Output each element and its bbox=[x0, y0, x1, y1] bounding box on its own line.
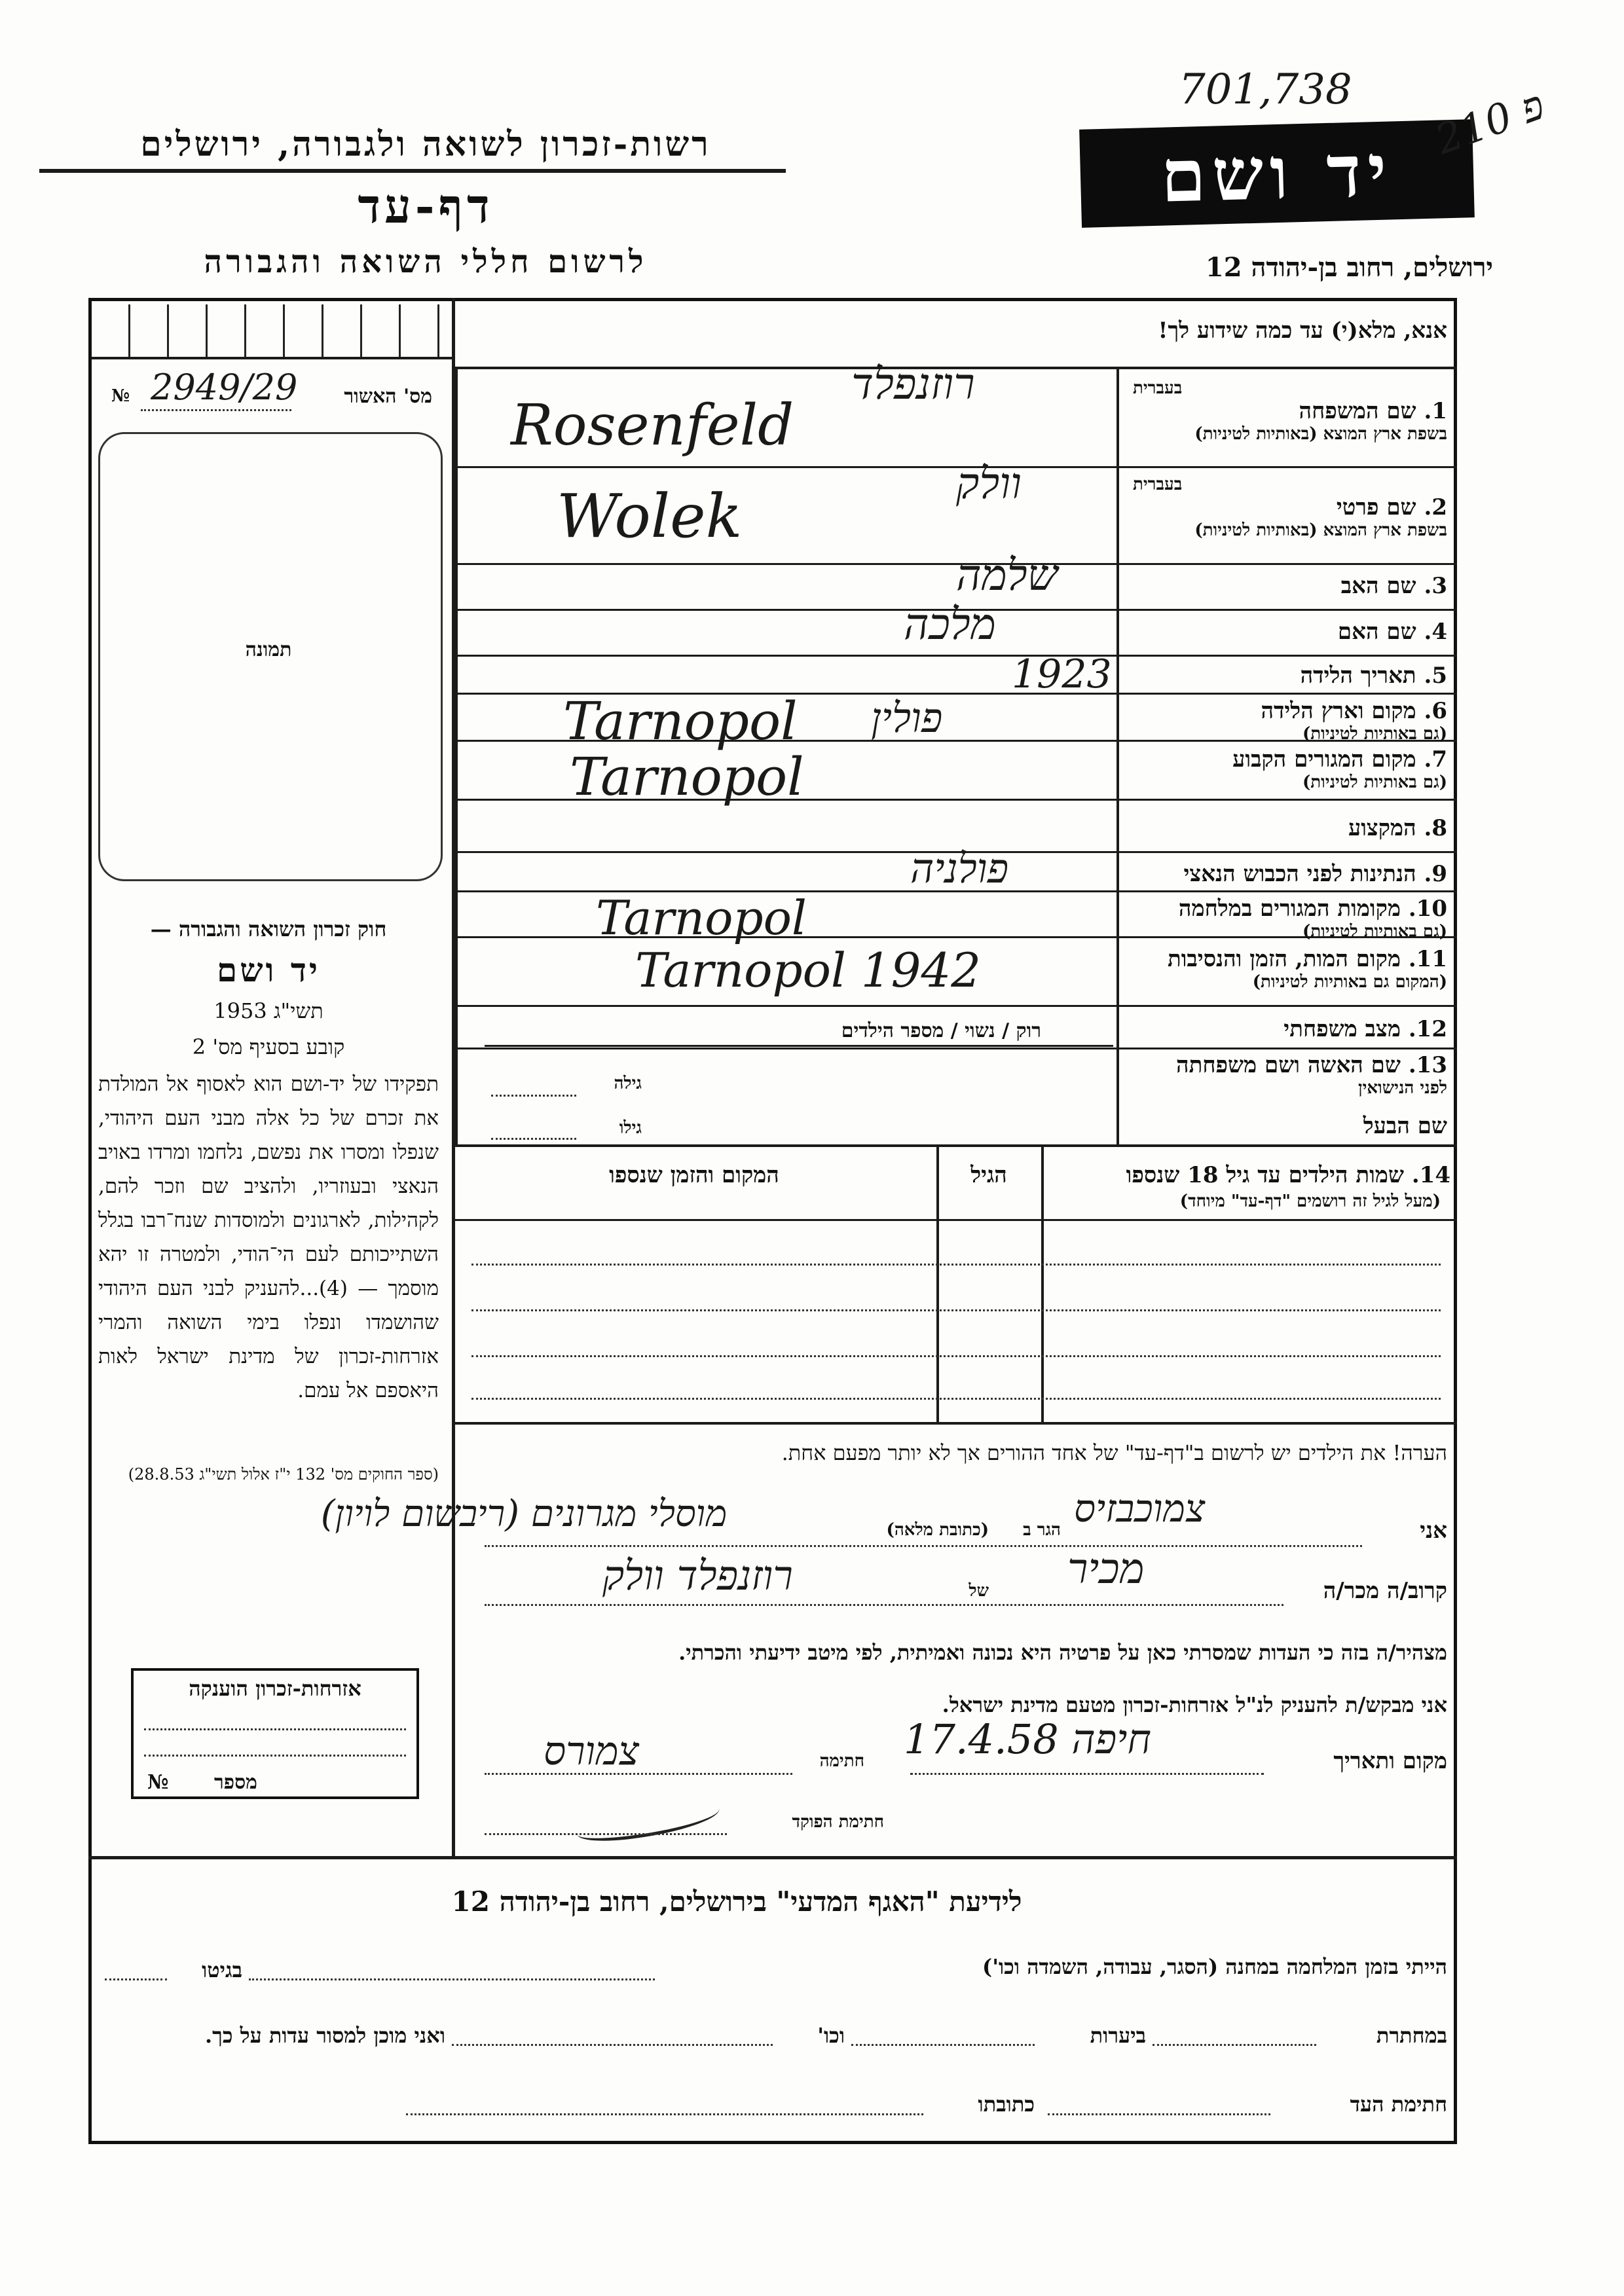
witness-resident-label: הגר ב bbox=[1023, 1520, 1061, 1540]
field-2-num: 2. bbox=[1424, 494, 1447, 520]
field-7-name: מקום המגורים הקבוע bbox=[1232, 746, 1416, 773]
field-4-name: שם האם bbox=[1337, 619, 1416, 645]
field-1-label bbox=[1126, 378, 1447, 444]
field-9-value[interactable]: פולניה bbox=[910, 845, 1009, 892]
yad-vashem-logo bbox=[1079, 119, 1475, 228]
law-year: תשי"ג 1953 bbox=[213, 998, 323, 1023]
husband-age-line[interactable] bbox=[491, 1138, 576, 1140]
field-1-num: 1. bbox=[1424, 398, 1447, 424]
relative-label: קרוב/ה מכר/ה bbox=[1323, 1578, 1447, 1604]
children-sub: (מעל לגיל זה רושמים "דף-עד" מיוחד) bbox=[1179, 1192, 1441, 1211]
field-1-title bbox=[1126, 398, 1447, 424]
footer-etc: וכו' bbox=[817, 2023, 845, 2048]
field-6-label bbox=[1126, 698, 1447, 744]
field-10-label bbox=[1126, 896, 1447, 941]
field-1-value-hebrew[interactable]: רוזנפלד bbox=[851, 359, 975, 409]
request-text: אני מבקש/ת להעניק לנ"ל אזרחות-זכרון מטעם מדינת ישראל. bbox=[942, 1692, 1447, 1717]
field-13-label bbox=[1126, 1052, 1447, 1098]
citizenship-box-title: אזרחות-זכרון הוענקה bbox=[189, 1676, 361, 1701]
field-13-title bbox=[1126, 1052, 1447, 1078]
row-divider-13 bbox=[455, 1144, 1457, 1147]
note-text: הערה! את הילדים יש לרשום ב"דף-עד" של אחד ההורים אך לא יותר מפעם אחת. bbox=[781, 1440, 1447, 1465]
field-8-label bbox=[1126, 815, 1447, 841]
field-12-name: מצב משפחתי bbox=[1283, 1016, 1401, 1042]
children-age-header: הגיל bbox=[970, 1162, 1007, 1188]
footer-forests: ביערות bbox=[1090, 2023, 1146, 2048]
law-clause: קובע בסעיף מס' 2 bbox=[192, 1034, 345, 1059]
field-3-name: שם האב bbox=[1340, 573, 1416, 599]
law-reference: (ספר החוקים מס' 132 י"ז אלול תשי"ג 28.8.53) bbox=[128, 1465, 439, 1484]
value-column-divider bbox=[455, 367, 458, 1146]
field-11-sub: (המקום גם באותיות לטיניות) bbox=[1252, 972, 1447, 992]
footer-witness-signature-line[interactable] bbox=[1048, 2113, 1270, 2115]
witness-address[interactable]: מוסלי מגרונים (ריבשום לויון) bbox=[320, 1493, 728, 1535]
field-2-value-hebrew[interactable]: וולק bbox=[956, 458, 1022, 509]
field-3-value[interactable]: שלמה bbox=[956, 550, 1058, 600]
field-6-sub: (גם באותיות לטיניות) bbox=[1302, 724, 1447, 744]
field-6-title bbox=[1126, 698, 1447, 724]
footer-etc-line[interactable] bbox=[452, 2044, 773, 2046]
field-2-name: שם פרטי bbox=[1336, 494, 1416, 520]
children-bottom-line bbox=[455, 1422, 1457, 1425]
declaration-text: מצהיר/ה בזה כי העדות שמסרתי כאן על פרטיה היא נכונה ואמיתית, לפי מיטב ידיעתי והכרתי. bbox=[678, 1640, 1447, 1665]
field-4-label bbox=[1126, 619, 1447, 645]
approval-number-line bbox=[141, 409, 291, 411]
row-divider-11 bbox=[455, 1005, 1457, 1007]
field-10-title bbox=[1126, 896, 1447, 922]
field-11-label bbox=[1126, 946, 1447, 992]
field-11-name: מקום המות, הזמן והנסיבות bbox=[1167, 946, 1401, 972]
relative-value[interactable]: מכיר bbox=[1067, 1545, 1145, 1594]
children-place-header: המקום והזמן שנספו bbox=[609, 1162, 779, 1188]
signature-label: חתימה bbox=[819, 1751, 864, 1771]
field-13-name: שם האשה ושם משפחתה bbox=[1176, 1052, 1401, 1078]
handwritten-corner-note: פ 210 bbox=[1429, 81, 1551, 164]
field-4-num: 4. bbox=[1424, 619, 1447, 645]
wife-age-label: גילה bbox=[614, 1074, 642, 1093]
field-6-value-latin[interactable]: Tarnopol bbox=[563, 691, 798, 752]
authority-title: רשות-זכרון לשואה ולגבורה, ירושלים bbox=[140, 124, 711, 164]
approval-number-value: 2949/29 bbox=[151, 367, 298, 408]
photo-label: תמונה bbox=[245, 638, 292, 661]
field-11-value[interactable]: Tarnopol 1942 bbox=[635, 943, 982, 998]
field-1-value-latin[interactable]: Rosenfeld bbox=[511, 393, 794, 458]
footer-address-line[interactable] bbox=[406, 2113, 923, 2115]
field-2-value-latin[interactable]: Wolek bbox=[557, 481, 743, 551]
law-text: תפקידו של יד-ושם הוא לאסוף אל המולדת את זכרם של כל אלה מבני העם היהודי, שנפלו ומסרו את נפשם, נלחמו ומרדו באויב הנאצי ובעוזריו, ולהציב שם וזכר להם, לקהילות, לארגונים ולמוסדות שנח־רבו בגלל השתייכותם לעם הי־הודי, ולמטרה זו יהא מוסמך — (4)...להעניק לבני העם היהודי שהושמדו ונפלו בימי השואה והמרי אזרחות-זכרון של מדינת ישראל לאות היאספם אל עמם. bbox=[98, 1072, 439, 1402]
field-1-name: שם המשפחה bbox=[1299, 398, 1416, 424]
official-signature-label: חתימת הפוקד bbox=[792, 1812, 884, 1832]
witness-address-label: (כתובת מלאה) bbox=[886, 1520, 989, 1540]
children-row-1[interactable] bbox=[471, 1264, 1441, 1266]
approval-label: מס' האשור bbox=[344, 385, 432, 408]
header-divider bbox=[39, 169, 786, 173]
field-10-num: 10. bbox=[1408, 896, 1447, 922]
field-9-num: 9. bbox=[1424, 861, 1447, 887]
field-1-hebrew-tag: בעברית bbox=[1133, 378, 1183, 398]
approval-ticks bbox=[92, 304, 452, 357]
children-label: 14. שמות הילדים עד גיל 18 שנספו bbox=[1126, 1162, 1450, 1188]
field-12-label bbox=[1126, 1016, 1447, 1042]
field-13-num: 13. bbox=[1408, 1052, 1447, 1078]
husband-label: שם הבעל bbox=[1363, 1113, 1447, 1139]
children-row-4[interactable] bbox=[471, 1398, 1441, 1400]
citizenship-number-prefix: № bbox=[147, 1771, 169, 1794]
address: ירושלים, רחוב בן-יהודה 12 bbox=[1205, 252, 1493, 283]
footer-ready: ואני מוכן למסור עדות על כך. bbox=[204, 2023, 445, 2048]
field-2-sub: בשפת ארץ המוצא (באותיות לטיניות) bbox=[1194, 520, 1447, 540]
wife-age-line[interactable] bbox=[491, 1095, 576, 1097]
footer-address: כתובתו bbox=[978, 2092, 1035, 2117]
field-10-name: מקומות המגורים במלחמה bbox=[1178, 896, 1401, 922]
field-11-title bbox=[1126, 946, 1447, 972]
field-6-num: 6. bbox=[1424, 698, 1447, 724]
form-subtitle: לרשום חללי השואה והגבורה bbox=[204, 244, 648, 280]
field-5-num: 5. bbox=[1424, 663, 1447, 689]
place-date-label: מקום ותאריך bbox=[1333, 1748, 1447, 1774]
field-13-sub: לפני הנישואין bbox=[1357, 1078, 1447, 1098]
of-value[interactable]: רוזנפלד וולק bbox=[602, 1552, 793, 1599]
husband-age-label: גילו bbox=[619, 1118, 642, 1138]
section-divider bbox=[88, 1856, 1457, 1859]
footer-ghetto: בגיטו bbox=[202, 1958, 242, 1982]
field-8-num: 8. bbox=[1424, 815, 1447, 841]
witness-name[interactable]: צמוכבזיס bbox=[1074, 1486, 1206, 1531]
field-12-value[interactable]: רוק / נשוי / מספר הילדים bbox=[841, 1019, 1041, 1042]
field-12-underline bbox=[485, 1045, 1113, 1047]
citizenship-line-2 bbox=[144, 1755, 406, 1757]
field-2-hebrew-tag: בעברית bbox=[1133, 475, 1183, 494]
law-name: יד ושם bbox=[217, 951, 320, 989]
approval-number-prefix: № bbox=[111, 386, 130, 406]
field-2-label bbox=[1126, 475, 1447, 540]
approval-top-line bbox=[92, 357, 452, 359]
row-divider-12 bbox=[455, 1048, 1457, 1049]
field-3-num: 3. bbox=[1424, 573, 1447, 599]
of-label: של bbox=[969, 1581, 989, 1601]
field-5-label bbox=[1126, 663, 1447, 689]
citizenship-number-label: מספר bbox=[214, 1771, 257, 1794]
law-title: חוק זכרון השואה והגבורה — bbox=[150, 917, 387, 941]
footer-witness-signature: חתימת העד bbox=[1350, 2092, 1447, 2117]
children-col-divider-2 bbox=[936, 1147, 939, 1422]
citizenship-line-1 bbox=[144, 1728, 406, 1730]
field-9-label bbox=[1126, 861, 1447, 887]
field-4-value[interactable]: מלכה bbox=[904, 599, 996, 649]
children-header-line bbox=[455, 1219, 1457, 1221]
footer-underground: במחתרת bbox=[1376, 2023, 1447, 2048]
form-intro: אנא, מלא(י) עד כמה שידוע לך! bbox=[1158, 318, 1447, 344]
field-7-label bbox=[1126, 746, 1447, 792]
field-12-num: 12. bbox=[1408, 1016, 1447, 1042]
field-10-sub: (גם באותיות לטיניות) bbox=[1302, 922, 1447, 941]
field-10-value[interactable]: Tarnopol bbox=[596, 890, 807, 945]
label-column-divider bbox=[1116, 367, 1119, 1146]
relative-line bbox=[485, 1604, 1283, 1606]
logo-text: יד ושם bbox=[1159, 128, 1394, 219]
field-3-label bbox=[1126, 573, 1447, 599]
official-signature-line bbox=[485, 1833, 727, 1835]
field-9-name: הנתינות לפני הכבוש הנאצי bbox=[1183, 861, 1416, 887]
field-8-name: המקצוע bbox=[1348, 815, 1416, 841]
field-11-num: 11. bbox=[1408, 946, 1447, 972]
footer-forests-line[interactable] bbox=[851, 2044, 1035, 2046]
field-6-name: מקום וארץ הלידה bbox=[1261, 698, 1416, 724]
witness-i-label: אני bbox=[1420, 1518, 1447, 1544]
children-row-2[interactable] bbox=[471, 1309, 1441, 1311]
field-1-sub: בשפת ארץ המוצא (באותיות לטיניות) bbox=[1194, 424, 1447, 444]
field-7-sub: (גם באותיות לטיניות) bbox=[1302, 773, 1447, 792]
field-5-value[interactable]: 1923 bbox=[1012, 651, 1112, 697]
place-date-line bbox=[910, 1773, 1264, 1775]
field-7-value[interactable]: Tarnopol bbox=[570, 746, 804, 807]
form-title: דף-עד bbox=[358, 178, 494, 234]
footer-title: לידיעת "האגף המדעי" בירושלים, רחוב בן-יהודה 12 bbox=[451, 1886, 1022, 1918]
witness-name-line bbox=[485, 1545, 1362, 1547]
signature-value[interactable]: צמורס bbox=[544, 1728, 639, 1774]
row-divider-4 bbox=[455, 655, 1457, 657]
children-row-3[interactable] bbox=[471, 1355, 1441, 1357]
signature-line bbox=[485, 1773, 792, 1775]
field-6-value-hebrew[interactable]: פולין bbox=[871, 694, 943, 742]
footer-line-1: הייתי בזמן המלחמה במחנה (הסגר, עבודה, השמדה וכו') bbox=[982, 1954, 1447, 1979]
footer-underground-line[interactable] bbox=[1153, 2044, 1316, 2046]
footer-ghetto-line[interactable] bbox=[105, 1978, 167, 1980]
field-7-num: 7. bbox=[1424, 746, 1447, 773]
footer-camp-line[interactable] bbox=[249, 1978, 655, 1980]
handwritten-number: 701,738 bbox=[1179, 65, 1352, 114]
field-7-title bbox=[1126, 746, 1447, 773]
children-col-divider-1 bbox=[1041, 1147, 1044, 1422]
place-date-value[interactable]: חיפה 17.4.58 bbox=[904, 1715, 1152, 1763]
field-5-name: תאריך הלידה bbox=[1300, 663, 1416, 689]
field-2-title bbox=[1126, 494, 1447, 520]
